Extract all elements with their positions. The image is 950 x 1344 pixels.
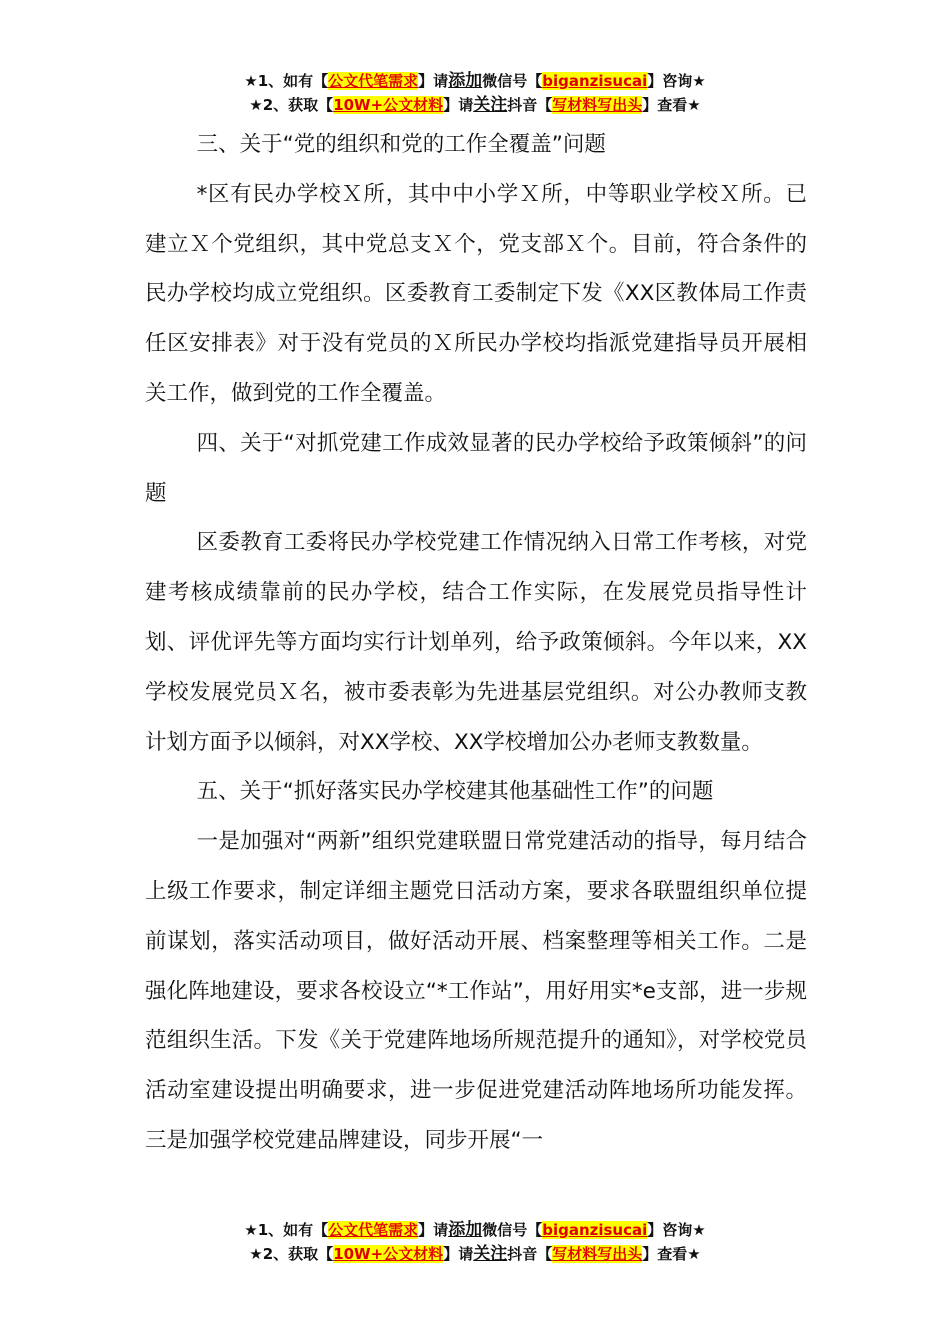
promo-text: 抖音【 — [507, 96, 553, 114]
promo-text: 】咨询★ — [647, 1221, 706, 1239]
paragraph: *区有民办学校Ｘ所，其中中小学Ｘ所，中等职业学校Ｘ所。已建立Ｘ个党组织，其中党总支Ｘ个，党支部Ｘ个。目前，符合条件的民办学校均成立党组织。区委教育工委制定下发《XX区教体局工作责任区安排表》对于没有党员的Ｘ所民办学校均指派党建指导员开展相关工作，做到党的工作全覆盖。 — [145, 181, 807, 406]
promo-highlight: 公文代笔需求 — [328, 1221, 419, 1239]
promo-text: 】查看★ — [642, 96, 701, 114]
promo-banner-bottom — [0, 1218, 950, 1266]
promo-line-1 — [0, 69, 950, 93]
promo-line-1 — [0, 1218, 950, 1242]
promo-text: ★1、如有【 — [244, 1221, 329, 1239]
promo-line-2 — [0, 93, 950, 117]
paragraph: 一是加强对“两新”组织党建联盟日常党建活动的指导，每月结合上级工作要求，制定详细主题党日活动方案，要求各联盟组织单位提前谋划，落实活动项目，做好活动开展、档案整理等相关工作。二是强化阵地建设，要求各校设立“*工作站”，用好用实*e支部，进一步规范组织生活。下发《关于党建阵地场所规范提升的通知》，对学校党员活动室建设提出明确要求，进一步促进党建活动阵地场所功能发挥。三是加强学校党建品牌建设，同步开展“一 — [145, 829, 807, 1153]
promo-text: ★2、获取【 — [249, 1245, 334, 1263]
section-heading-3: 三、关于“党的组织和党的工作全覆盖”问题 — [196, 132, 606, 157]
promo-douyin-id: 写材料写出头 — [552, 1245, 643, 1263]
promo-wechat-id: biganzisucai — [542, 1221, 648, 1239]
promo-highlight: 公文代笔需求 — [328, 72, 419, 90]
promo-emphasis: 添加 — [448, 1220, 483, 1240]
promo-text: 抖音【 — [507, 1245, 553, 1263]
promo-emphasis: 添加 — [448, 71, 483, 91]
promo-wechat-id: biganzisucai — [542, 72, 648, 90]
promo-text: 】请 — [418, 1221, 449, 1239]
section-heading-4: 四、关于“对抓党建工作成效显著的民办学校给予政策倾斜”的问题 — [145, 430, 807, 506]
promo-emphasis: 关注 — [473, 1244, 508, 1264]
promo-text: 】咨询★ — [647, 72, 706, 90]
document-body — [145, 120, 807, 1166]
promo-emphasis: 关注 — [473, 95, 508, 115]
promo-highlight: 10W+公文材料 — [333, 96, 444, 114]
promo-text: 微信号【 — [482, 72, 543, 90]
promo-text: ★1、如有【 — [244, 72, 329, 90]
promo-text: 】请 — [443, 96, 474, 114]
promo-text: 】请 — [443, 1245, 474, 1263]
section-heading-5: 五、关于“抓好落实民办学校建其他基础性工作”的问题 — [196, 779, 714, 805]
promo-text: 微信号【 — [482, 1221, 543, 1239]
promo-text: 】请 — [418, 72, 449, 90]
promo-text: 】查看★ — [642, 1245, 701, 1263]
promo-highlight: 10W+公文材料 — [333, 1245, 444, 1263]
promo-douyin-id: 写材料写出头 — [552, 96, 643, 114]
promo-banner-top — [0, 69, 950, 117]
promo-line-2 — [0, 1242, 950, 1266]
paragraph: 区委教育工委将民办学校党建工作情况纳入日常工作考核，对党建考核成绩靠前的民办学校，结合工作实际，在发展党员指导性计划、评优评先等方面均实行计划单列，给予政策倾斜。今年以来，XX学校发展党员Ｘ名，被市委表彰为先进基层党组织。对公办教师支教计划方面予以倾斜，对XX学校、XX学校增加公办老师支教数量。 — [145, 530, 807, 755]
promo-text: ★2、获取【 — [249, 96, 334, 114]
